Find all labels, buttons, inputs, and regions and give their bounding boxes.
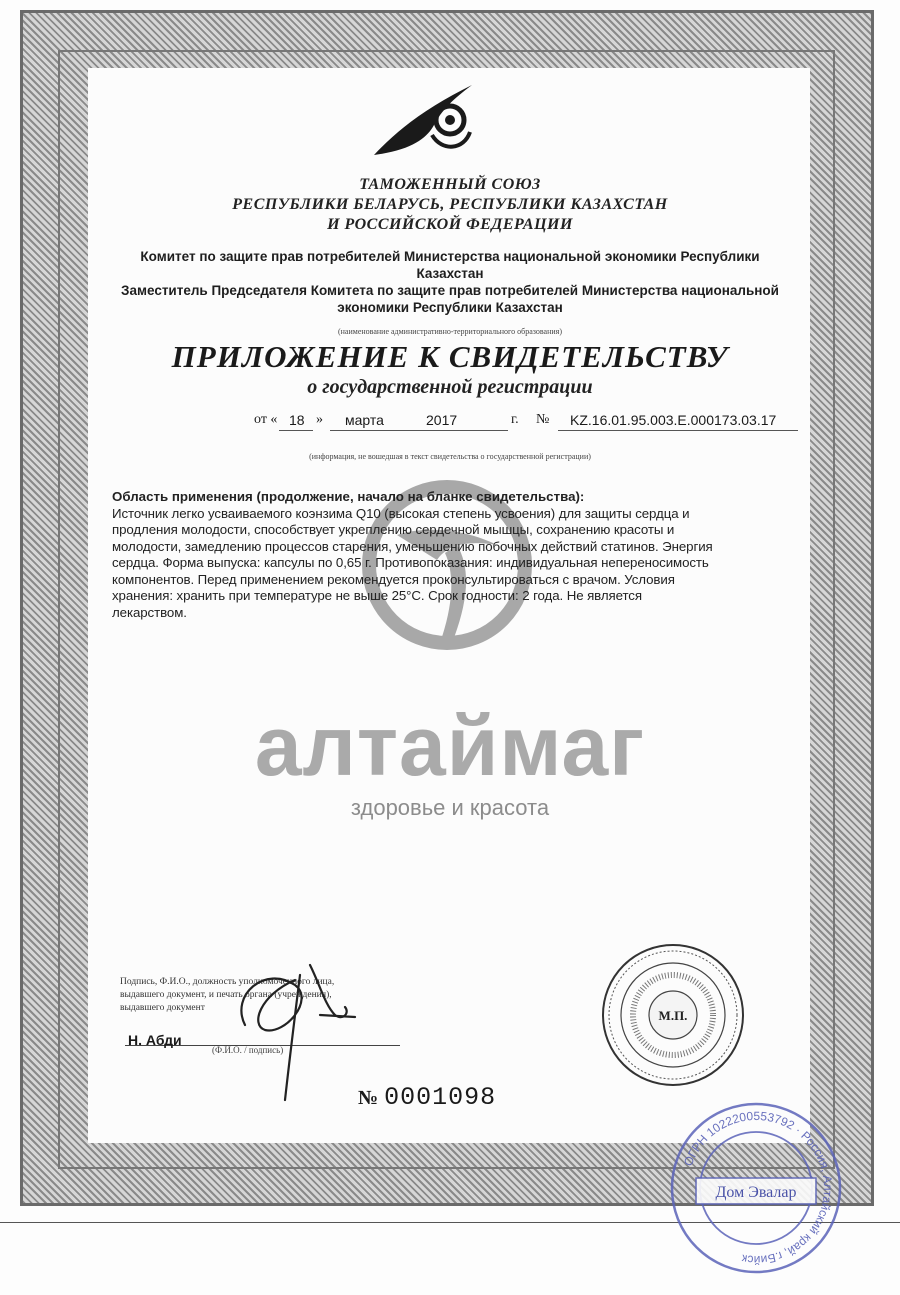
reg-day: 18 bbox=[289, 412, 305, 428]
signature-caption-line: выдавшего документ bbox=[120, 1003, 205, 1013]
number-label: № bbox=[536, 412, 550, 427]
fio-caption: (Ф.И.О. / подпись) bbox=[212, 1045, 284, 1055]
committee-line2: Казахстан bbox=[416, 266, 484, 281]
seal-center-text: М.П. bbox=[658, 1008, 688, 1023]
deputy-line1: Заместитель Председателя Комитета по защите прав потребителей Министерства национальной bbox=[121, 283, 779, 298]
scope-line: продления молодости, способствует укреплению сердечной мышцы, сохранению красоты и bbox=[112, 522, 675, 537]
official-seal-stamp bbox=[598, 940, 748, 1090]
committee-line1: Комитет по защите прав потребителей Министерства национальной экономики Республики bbox=[140, 249, 760, 264]
scope-line: сердца. Форма выпуска: капсулы по 0,65 г. Противопоказания: индивидуальная непереносимость bbox=[112, 555, 709, 570]
handwritten-signature-icon bbox=[225, 955, 365, 1105]
signature-caption-line: Подпись, Ф.И.О., должность уполномоченного лица, bbox=[120, 977, 335, 987]
day-underline bbox=[279, 430, 313, 431]
company-stamp-name: Дом Эвалар bbox=[715, 1184, 797, 1201]
union-title-line2: РЕСПУБЛИКИ БЕЛАРУСЬ, РЕСПУБЛИКИ КАЗАХСТАН bbox=[232, 196, 668, 213]
reg-month: марта bbox=[345, 412, 384, 428]
info-caption: (информация, не вошедшая в текст свидетельства о государственной регистрации) bbox=[309, 452, 591, 461]
month-year-underline bbox=[330, 430, 508, 431]
document-number bbox=[358, 1083, 496, 1112]
signature-caption-line: выдавшего документ, и печать органа (учреждения), bbox=[120, 990, 332, 1000]
watermark-slogan: здоровье и красота bbox=[350, 795, 550, 820]
scope-line: лекарством. bbox=[112, 604, 187, 620]
watermark-brand: алтаймаг bbox=[254, 699, 646, 793]
number-underline bbox=[558, 430, 798, 431]
scope-line: Источник легко усваиваемого коэнзима Q10 (высокая степень усвоения) для защиты сердца и bbox=[112, 505, 690, 521]
number-value: 0001098 bbox=[384, 1083, 497, 1112]
customs-union-emblem-icon bbox=[372, 80, 482, 160]
union-title-line3: И РОССИЙСКОЙ ФЕДЕРАЦИИ bbox=[327, 216, 573, 233]
from-label: от « bbox=[254, 412, 278, 427]
document-title: ПРИЛОЖЕНИЕ К СВИДЕТЕЛЬСТВУ bbox=[171, 339, 729, 374]
deputy-line2: экономики Республики Казахстан bbox=[337, 300, 563, 315]
company-stamp bbox=[666, 1098, 846, 1278]
reg-number: KZ.16.01.95.003.E.000173.03.17 bbox=[570, 412, 777, 428]
union-title-line1: ТАМОЖЕННЫЙ СОЮЗ bbox=[359, 176, 541, 193]
close-quote: » bbox=[316, 412, 323, 427]
scope-line: молодости, замедлению процессов старения, уменьшению побочных действий статинов. Энергия bbox=[112, 538, 713, 554]
scope-line: компонентов. Перед применением рекомендуется проконсультироваться с врачом. Условия bbox=[112, 571, 675, 587]
scope-heading: Область применения (продолжение, начало на бланке свидетельства): bbox=[112, 489, 585, 504]
scope-line: хранения: хранить при температуре не выше 25°С. Срок годности: 2 года. Не является bbox=[112, 588, 642, 603]
company-stamp-ring-text: ОГРН 1022200553792 · Россия, Алтайский край, г.Бийск bbox=[680, 1108, 836, 1268]
document-subtitle: о государственной регистрации bbox=[307, 376, 593, 398]
admin-caption: (наименование административно-территориального образования) bbox=[337, 327, 562, 336]
scope-section bbox=[112, 489, 812, 621]
signer-name: Н. Абди bbox=[128, 1032, 182, 1048]
reg-year: 2017 bbox=[426, 412, 458, 428]
year-suffix: г. bbox=[511, 412, 519, 427]
number-symbol: № bbox=[358, 1087, 379, 1109]
